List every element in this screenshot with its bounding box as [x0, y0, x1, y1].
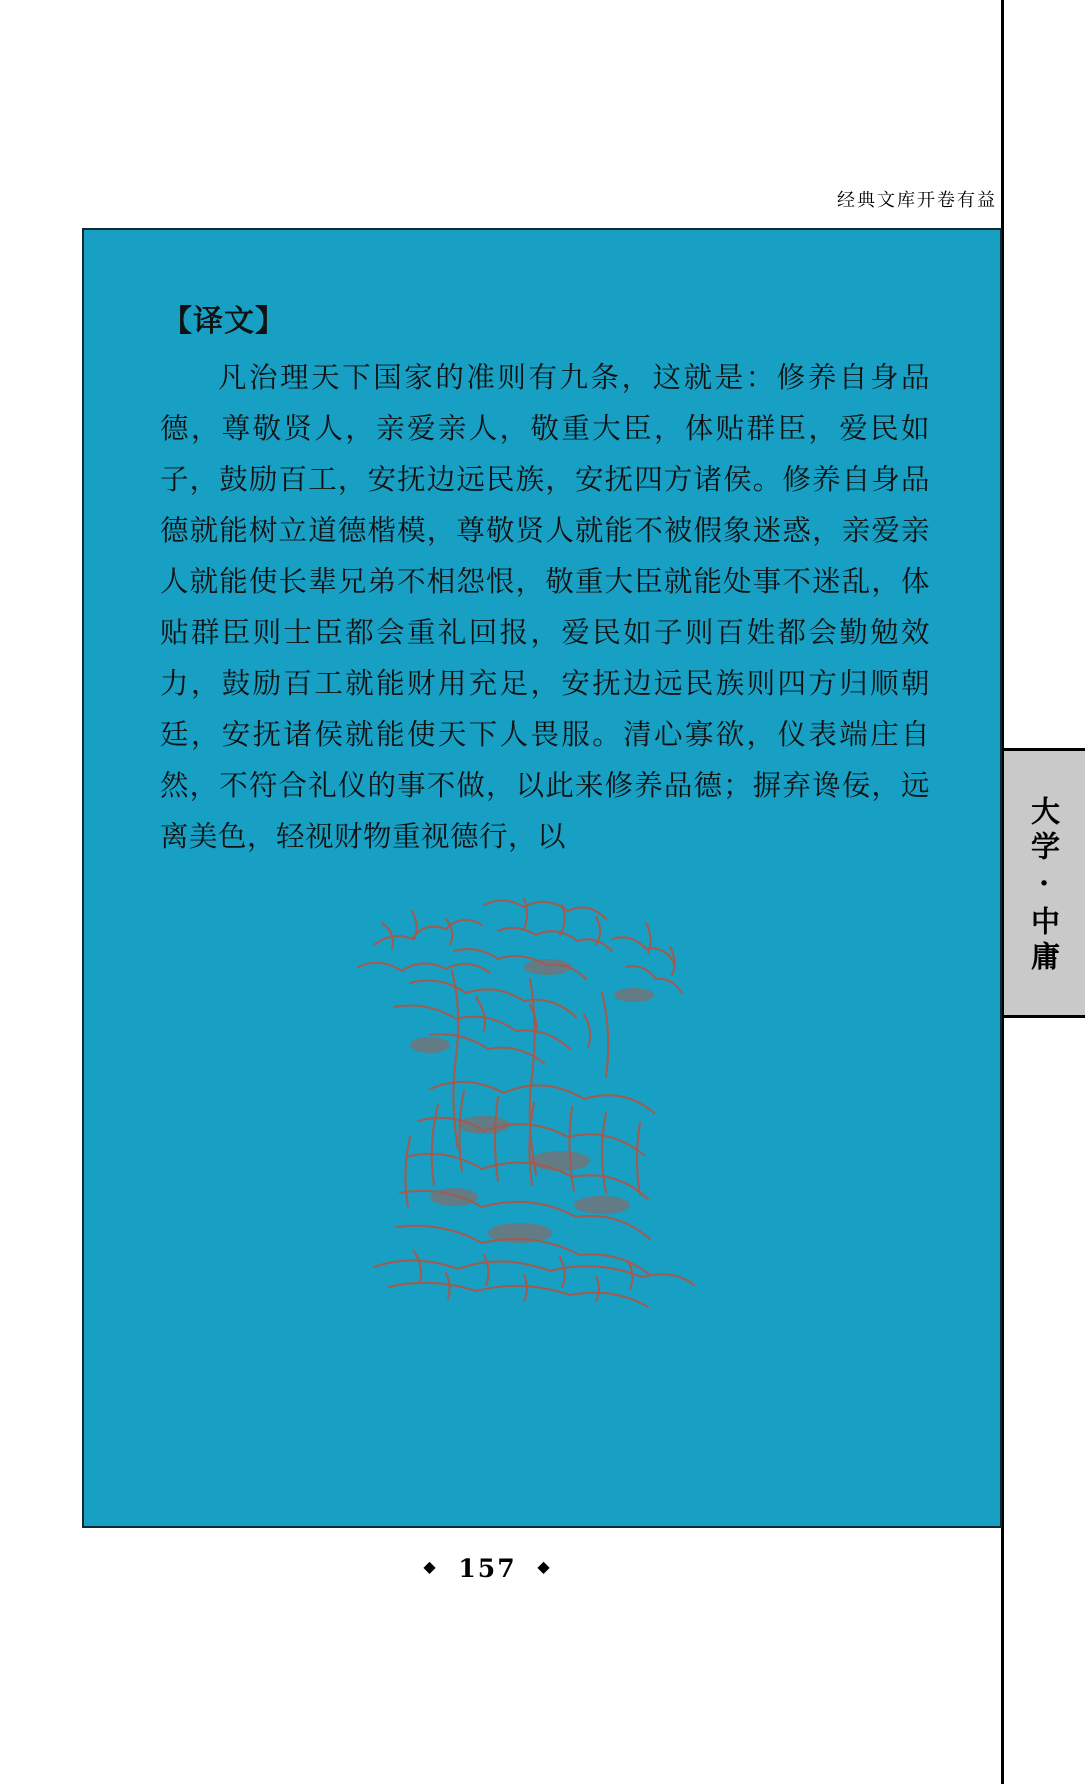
folio-ornament-right: ◆ — [537, 1557, 552, 1576]
rocky-cliff-pine-landscape-illustration — [334, 875, 734, 1310]
running-head: 经典文库开卷有益 — [837, 190, 997, 211]
side-tab — [1004, 748, 1085, 1018]
content-block — [82, 228, 1002, 1528]
folio-ornament-left: ◆ — [423, 1557, 438, 1576]
side-tab-label: 大学·中庸 — [1027, 796, 1061, 976]
page-number: 157 — [458, 1554, 517, 1583]
section-title: 【译文】 — [162, 304, 286, 339]
body-paragraph: 凡治理天下国家的准则有九条，这就是：修养自身品德，尊敬贤人，亲爱亲人，敬重大臣，体贴群臣，爱民如子，鼓励百工，安抚边远民族，安抚四方诸侯。修养自身品德就能树立道德楷模，尊敬贤人就能不被假象迷惑，亲爱亲人就能使长辈兄弟不相怨恨，敬重大臣就能处事不迷乱，体贴群臣则士臣都会重礼回报，爱民如子则百姓都会勤勉效力，鼓励百工就能财用充足，安抚边远民族则四方归顺朝廷，安抚诸侯就能使天下人畏服。清心寡欲，仪表端庄自然，不符合礼仪的事不做，以此来修养品德；摒弃谗佞，远离美色，轻视财物重视德行，以 — [160, 361, 930, 853]
folio — [0, 1552, 1085, 1583]
